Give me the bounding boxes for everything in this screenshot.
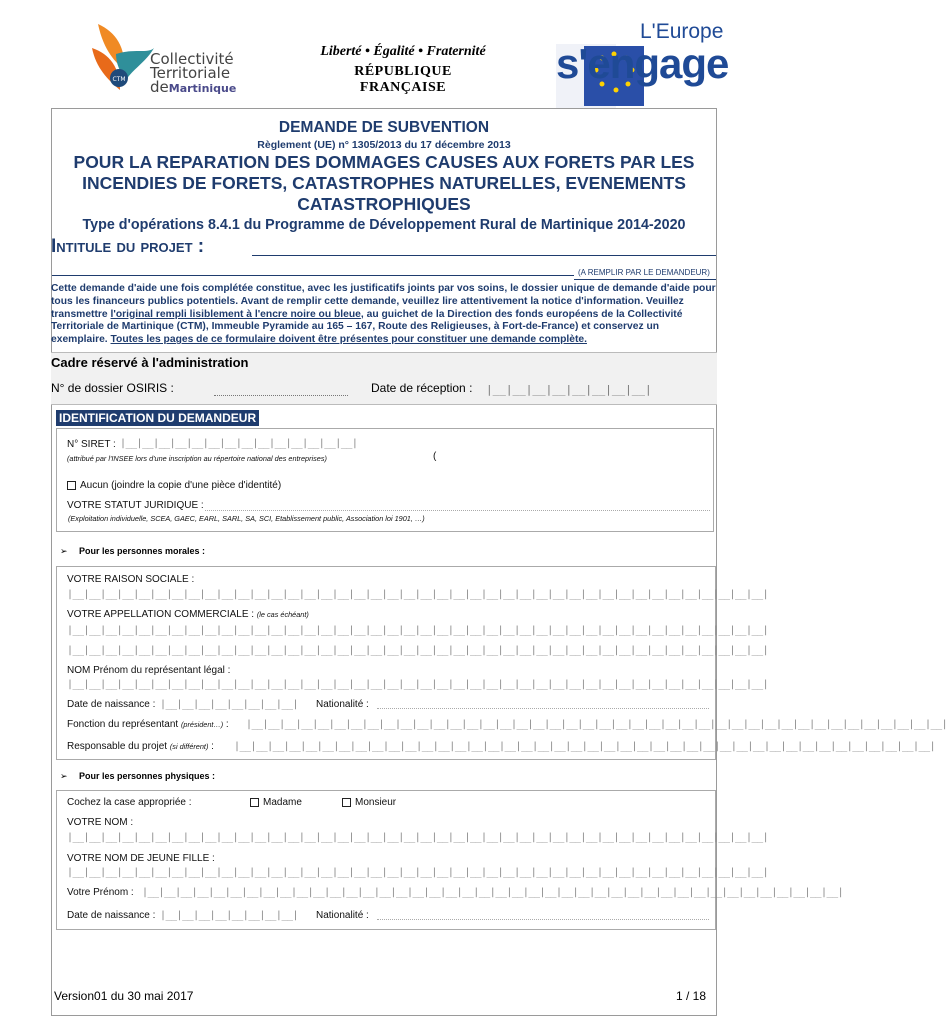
- jeune-fille-label: VOTRE NOM DE JEUNE FILLE :: [67, 853, 215, 864]
- ctm-line3-name: Martinique: [168, 82, 237, 95]
- fonction-note: (président…): [180, 720, 224, 729]
- aucun-option[interactable]: [67, 480, 281, 491]
- naissance-label: Date de naissance :: [67, 699, 156, 710]
- nationalite-label: Nationalité :: [316, 699, 369, 710]
- instructions-underline-1: l'original rempli lisiblement à l'encre noire ou bleue: [110, 308, 361, 320]
- nom-label: VOTRE NOM :: [67, 817, 134, 828]
- svg-text:CTM: CTM: [112, 76, 126, 83]
- instructions-paragraph: [51, 283, 716, 347]
- monsieur-label: Monsieur: [355, 797, 397, 808]
- representant-field[interactable]: |__|__|__|__|__|__|__|__|__|__|__|__|__|__|__|__|__|__|__|__|__|__|__|__|__|__|__|__|__|__|__|__|__|__|__|__|__|__|__|__|__|__|: [67, 679, 769, 690]
- madame-checkbox[interactable]: [250, 798, 259, 807]
- reception-date-field[interactable]: |__|__|__|__|__|__|__|__|: [486, 383, 652, 396]
- aucun-checkbox[interactable]: [67, 481, 76, 490]
- republique-name: RÉPUBLIQUE FRANÇAISE: [354, 64, 452, 95]
- ctm-line3-prefix: de: [150, 78, 169, 96]
- document-title: DEMANDE DE SUBVENTION: [278, 119, 490, 136]
- phys-naissance-field[interactable]: |__|__|__|__|__|__|__|__|: [160, 910, 299, 921]
- responsable-label: Responsable du projet (si différent) :: [67, 741, 214, 752]
- regulation-ref: Règlement (UE) n° 1305/2013 du 17 décembre 2013: [257, 139, 511, 151]
- nom-field[interactable]: |__|__|__|__|__|__|__|__|__|__|__|__|__|__|__|__|__|__|__|__|__|__|__|__|__|__|__|__|__|__|__|__|__|__|__|__|__|__|__|__|__|__|: [67, 832, 769, 843]
- statut-label: VOTRE STATUT JURIDIQUE :: [67, 500, 204, 511]
- appellation-label: [67, 609, 309, 620]
- project-title-field-2[interactable]: [52, 275, 574, 276]
- ctm-line1: Collectivité: [150, 50, 234, 68]
- madame-option[interactable]: [250, 797, 302, 808]
- main-title: POUR LA REPARATION DES DOMMAGES CAUSES AUX FORETS PAR LES INCENDIES DE FORETS, CATASTROPHES NATURELLES, EVENEMENTS CATASTROPHIQUES: [73, 152, 695, 214]
- naissance-field[interactable]: |__|__|__|__|__|__|__|__|: [160, 699, 299, 710]
- footer-page: 1 / 18: [676, 989, 707, 1003]
- nationalite-field[interactable]: [377, 708, 709, 709]
- fill-note-rule: [574, 279, 716, 280]
- fonction-field[interactable]: |__|__|__|__|__|__|__|__|__|__|__|__|__|__|__|__|__|__|__|__|__|__|__|__|__|__|__|__|__|__|__|__|__|__|__|__|__|__|__|__|__|__|: [246, 719, 947, 730]
- statut-note: (Exploitation individuelle, SCEA, GAEC, EARL, SARL, SA, SCI, Etablissement public, Association loi 1901, …): [68, 514, 425, 523]
- fonction-text: Fonction du représentant: [67, 719, 179, 730]
- project-title-label: Intitule du projet :: [51, 236, 205, 257]
- phys-naissance-label: Date de naissance :: [67, 910, 156, 921]
- appellation-field-1[interactable]: |__|__|__|__|__|__|__|__|__|__|__|__|__|__|__|__|__|__|__|__|__|__|__|__|__|__|__|__|__|__|__|__|__|__|__|__|__|__|__|__|__|__|: [67, 625, 769, 636]
- osiris-field[interactable]: [214, 395, 348, 396]
- admin-title: Cadre réservé à l'administration: [51, 355, 249, 370]
- responsable-text: Responsable du projet: [67, 741, 168, 752]
- bullet-arrow-icon: ➢: [60, 546, 68, 556]
- raison-label: VOTRE RAISON SOCIALE :: [67, 574, 195, 585]
- prenom-label: Votre Prénom :: [67, 887, 134, 898]
- instructions-text-1: Cette demande d'aide une fois complétée constitue, avec les justificatifs joints par vos soins, le dossier unique de demande d'aide pour tous les financeurs publics potentiels. Avant de remplir cette demande, veuillez lire attentivement la notice d'information. Veuillez transmettre: [51, 283, 716, 320]
- morales-heading: Pour les personnes morales :: [79, 546, 206, 556]
- section-header-identification: IDENTIFICATION DU DEMANDEUR: [56, 410, 259, 426]
- republique-motto: Liberté • Égalité • Fraternité: [320, 44, 486, 59]
- instructions-underline-2: Toutes les pages de ce formulaire doivent être présentes pour constituer une demande complète.: [110, 334, 587, 346]
- siret-note: (attribué par l'INSEE lors d'une inscription au répertoire national des entreprises): [67, 454, 327, 463]
- jeune-fille-field[interactable]: |__|__|__|__|__|__|__|__|__|__|__|__|__|__|__|__|__|__|__|__|__|__|__|__|__|__|__|__|__|__|__|__|__|__|__|__|__|__|__|__|__|__|: [67, 867, 769, 878]
- open-paren: (: [433, 451, 437, 462]
- ctm-line3: [150, 80, 236, 96]
- appellation-note: (le cas échéant): [256, 610, 309, 619]
- fonction-label: Fonction du représentant (président…) :: [67, 719, 229, 730]
- republique-logo: [318, 44, 488, 96]
- physiques-heading: Pour les personnes physiques :: [79, 771, 216, 781]
- appellation-text: VOTRE APPELLATION COMMERCIALE :: [67, 609, 255, 620]
- footer-version: Version01 du 30 mai 2017: [54, 989, 194, 1003]
- siret-label: N° SIRET :: [67, 439, 116, 450]
- reception-label: Date de réception :: [371, 381, 473, 395]
- osiris-label: N° de dossier OSIRIS :: [51, 381, 174, 395]
- monsieur-checkbox[interactable]: [342, 798, 351, 807]
- responsable-field[interactable]: |__|__|__|__|__|__|__|__|__|__|__|__|__|__|__|__|__|__|__|__|__|__|__|__|__|__|__|__|__|__|__|__|__|__|__|__|__|__|__|__|__|__|: [234, 741, 936, 752]
- responsable-note: (si différent): [169, 742, 209, 751]
- madame-label: Madame: [263, 797, 302, 808]
- eu-logo-bottom: s'engage: [556, 40, 729, 87]
- monsieur-option[interactable]: [342, 797, 396, 808]
- instructions-text-2: , au guichet de la Direction des fonds européens de la Collectivité Territoriale de Martinique (CTM), Immeuble Pyramide au 165 – 167, Route des Religieuses, à Fort-de-France) et conservez un exemplaire.: [51, 308, 683, 346]
- ctm-line2: Territoriale: [150, 64, 231, 82]
- ctm-logo-text: [150, 52, 236, 96]
- appellation-field-2[interactable]: |__|__|__|__|__|__|__|__|__|__|__|__|__|__|__|__|__|__|__|__|__|__|__|__|__|__|__|__|__|__|__|__|__|__|__|__|__|__|__|__|__|__|: [67, 645, 769, 656]
- raison-field[interactable]: |__|__|__|__|__|__|__|__|__|__|__|__|__|__|__|__|__|__|__|__|__|__|__|__|__|__|__|__|__|__|__|__|__|__|__|__|__|__|__|__|__|__|: [67, 589, 769, 600]
- phys-nationalite-field[interactable]: [377, 919, 709, 920]
- siret-field[interactable]: |__|__|__|__|__|__|__|__|__|__|__|__|__|__|: [120, 438, 358, 449]
- bullet-arrow-icon-2: ➢: [60, 771, 68, 781]
- prenom-field[interactable]: |__|__|__|__|__|__|__|__|__|__|__|__|__|__|__|__|__|__|__|__|__|__|__|__|__|__|__|__|__|__|__|__|__|__|__|__|__|__|__|__|__|__|: [142, 887, 844, 898]
- fill-note: (A REMPLIR PAR LE DEMANDEUR): [578, 268, 710, 277]
- eu-logo-top: L'Europe: [640, 20, 724, 43]
- cochez-label: Cochez la case appropriée :: [67, 797, 192, 808]
- operation-type: Type d'opérations 8.4.1 du Programme de Développement Rural de Martinique 2014-2020: [82, 217, 686, 233]
- representant-label: NOM Prénom du représentant légal :: [67, 665, 231, 676]
- hummingbird-icon: [86, 18, 156, 102]
- statut-field[interactable]: [205, 510, 710, 511]
- aucun-label: Aucun (joindre la copie d'une pièce d'identité): [80, 480, 282, 491]
- phys-nationalite-label: Nationalité :: [316, 910, 369, 921]
- project-title-field[interactable]: [252, 255, 716, 256]
